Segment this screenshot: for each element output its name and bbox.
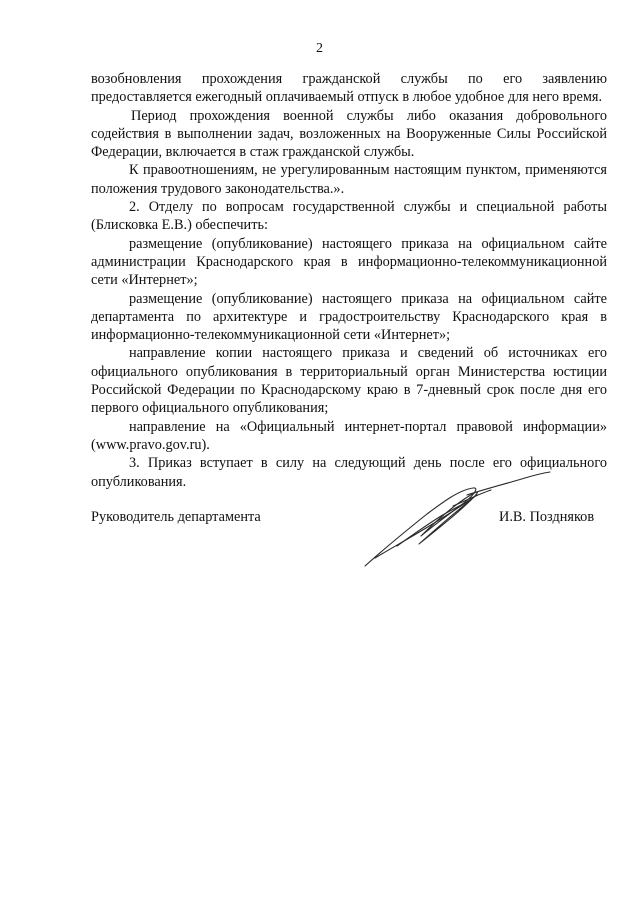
paragraph-item-3: 3. Приказ вступает в силу на следующий день после его официального опубликования. bbox=[91, 455, 607, 490]
paragraph-item-2: 2. Отделу по вопросам государственной службы и специальной работы (Блисковка Е.В.) обеспечить: bbox=[91, 199, 607, 234]
page-number: 2 bbox=[316, 41, 323, 56]
signatory-name: И.В. Поздняков bbox=[499, 509, 595, 525]
paragraph-publish-department: размещение (опубликование) настоящего приказа на официальном сайте департамента по архитектуре и градостроительству Краснодарского края в информационно-телекоммуникационной сети «Интернет»; bbox=[91, 290, 607, 344]
paragraph-continuation: возобновления прохождения гражданской службы по его заявлению предоставляется ежегодный оплачиваемый отпуск в любое удобное для него время. bbox=[91, 71, 607, 106]
signatory-position: Руководитель департамента bbox=[91, 509, 261, 525]
paragraph-publish-administration: размещение (опубликование) настоящего приказа на официальном сайте администрации Краснодарского края в информационно-телекоммуникационной сети «Интернет»; bbox=[91, 235, 607, 289]
paragraph-labor-law: К правоотношениям, не урегулированным настоящим пунктом, применяются положения трудового законодательства.». bbox=[91, 162, 607, 197]
paragraph-military-service: Период прохождения военной службы либо оказания добровольного содействия в выполнении задач, возложенных на Вооруженные Силы Российской Федерации, включается в стаж гражданской службы. bbox=[91, 107, 607, 161]
document-body bbox=[91, 70, 607, 491]
paragraph-legal-portal: направление на «Официальный интернет-портал правовой информации» (www.pravo.gov.ru). bbox=[91, 418, 607, 453]
handwritten-signature bbox=[355, 462, 555, 572]
paragraph-send-ministry: направление копии настоящего приказа и сведений об источниках его официального опубликования в территориальный орган Министерства юстиции Российской Федерации по Краснодарскому краю в 7-дневный срок после дня его первого официального опубликования; bbox=[91, 345, 607, 417]
